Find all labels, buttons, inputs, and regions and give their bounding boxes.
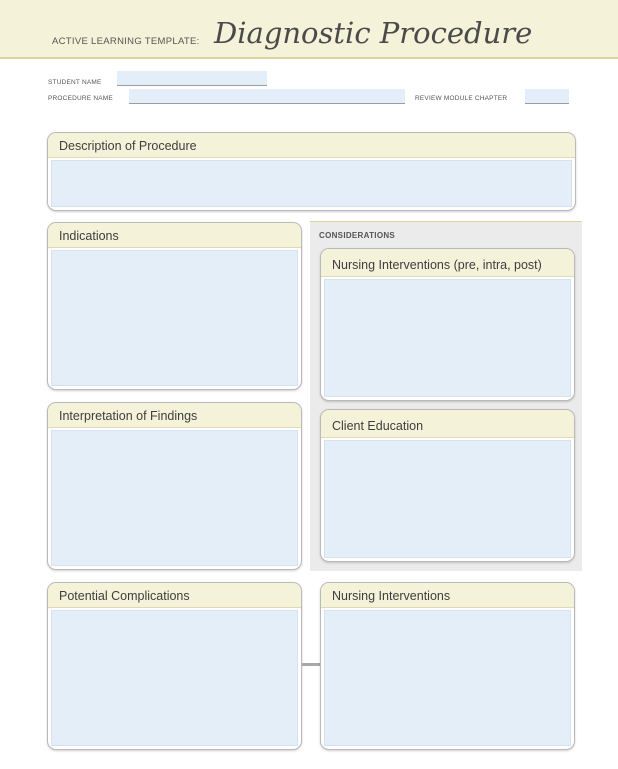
page-title: Diagnostic Procedure: [214, 16, 533, 50]
review-module-chapter-field[interactable]: [525, 89, 569, 104]
nursing-interventions-title: Nursing Interventions: [332, 589, 451, 603]
potential-complications-header: [48, 583, 301, 608]
potential-complications-field[interactable]: [51, 610, 298, 746]
banner-prefix: ACTIVE LEARNING TEMPLATE:: [52, 36, 200, 47]
nursing-interventions-header: [321, 583, 574, 608]
nursing-interventions-ppp-title: Nursing Interventions (pre, intra, post): [332, 258, 542, 272]
review-module-chapter-label: REVIEW MODULE CHAPTER: [415, 95, 508, 102]
indications-header: [48, 223, 301, 248]
student-name-field[interactable]: [117, 71, 267, 86]
indications-box: [47, 222, 302, 390]
procedure-name-field[interactable]: [129, 89, 405, 104]
interpretation-title: Interpretation of Findings: [59, 409, 198, 423]
description-field[interactable]: [51, 160, 572, 207]
client-education-field[interactable]: [324, 440, 571, 558]
nursing-interventions-ppp-header: [321, 249, 574, 277]
interpretation-box: [47, 402, 302, 570]
connector-line: [302, 663, 320, 666]
description-title: Description of Procedure: [59, 139, 197, 153]
student-name-label: STUDENT NAME: [48, 79, 102, 86]
nursing-interventions-field[interactable]: [324, 610, 571, 746]
considerations-label: CONSIDERATIONS: [319, 231, 396, 240]
nursing-interventions-ppp-box: [320, 248, 575, 401]
client-education-title: Client Education: [332, 419, 424, 433]
potential-complications-box: [47, 582, 302, 750]
client-education-box: [320, 409, 575, 562]
page-banner: [0, 0, 618, 59]
procedure-name-label: PROCEDURE NAME: [48, 95, 113, 102]
interpretation-header: [48, 403, 301, 428]
description-header: [48, 133, 575, 158]
client-education-header: [321, 410, 574, 438]
indications-title: Indications: [59, 229, 119, 243]
description-box: [47, 132, 576, 211]
nursing-interventions-ppp-field[interactable]: [324, 279, 571, 397]
interpretation-field[interactable]: [51, 430, 298, 566]
indications-field[interactable]: [51, 250, 298, 386]
potential-complications-title: Potential Complications: [59, 589, 190, 603]
nursing-interventions-box: [320, 582, 575, 750]
